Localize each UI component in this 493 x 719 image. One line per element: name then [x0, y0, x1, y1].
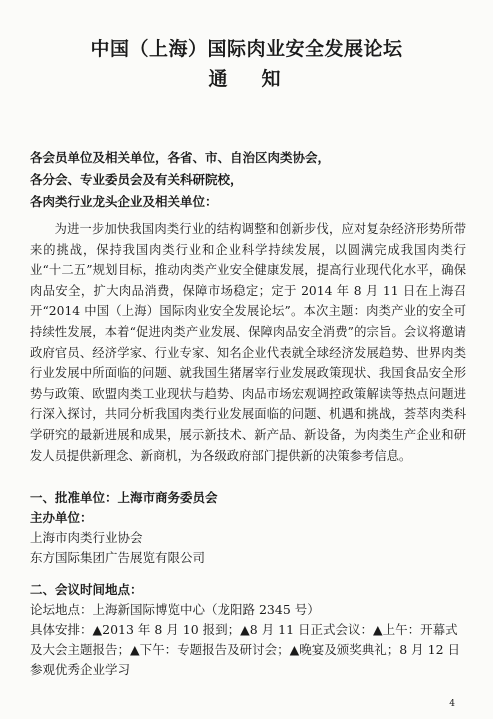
organizer-line: 上海市肉类行业协会: [30, 530, 143, 545]
document-title: 中国（上海）国际肉业安全发展论坛: [90, 38, 403, 60]
organizer-line: 东方国际集团广告展览有限公司: [30, 550, 206, 565]
section-time-venue: [30, 580, 470, 680]
addressee-line: 各会员单位及相关单位，各省、市、自治区肉类协会，: [30, 150, 331, 165]
venue-line: 论坛地点：上海新国际博览中心（龙阳路 2345 号）: [30, 602, 320, 617]
schedule-text: 具体安排：▲2013 年 8 月 10 报到；▲8 月 11 日正式会议：▲上午：开幕式及大会主题报告；▲下午：专题报告及研讨会；▲晚宴及颁奖典礼；8 月 12 日参观优秀企业学习: [30, 622, 461, 677]
section-approval: [30, 488, 470, 568]
addressee-line: 各肉类行业龙头企业及相关单位：: [30, 194, 218, 209]
addressee-line: 各分会、专业委员会及有关科研院校，: [30, 172, 243, 187]
addressee-block: [30, 147, 470, 213]
section-heading: 一、批准单位：上海市商务委员会: [30, 490, 218, 505]
page-number: 4: [449, 699, 455, 709]
body-paragraph: 为进一步加快我国肉类行业的结构调整和创新步伐，应对复杂经济形势所带来的挑战，保持我国肉类行业和企业科学持续发展，以圆满完成我国肉类行业“十二五”规划目标，推动肉类产业安全健康发展，提高行业现代化水平，确保肉品安全，扩大肉品消费，保障市场稳定；定于 2014 年 8 月 11 日在上海召开“2014 中国（上海）国际肉业安全发展论坛”。本次主题：肉类产业的安全可持续性发展，本着“促进肉类产业发展、保障肉品安全消费”的宗旨。会议将邀请政府官员、经济学家、行业专家、知名企业代表就全球经济发展趋势、世界肉类行业发展中所面临的问题、就我国生猪屠宰行业发展政策现状、我国食品安全形势与政策、欧盟肉类工业现状与趋势、肉品市场宏观调控政策解读等热点问题进行深入探讨，共同分析我国肉类行业发展面临的问题、机遇和挑战，荟萃肉类科学研究的最新进展和成果，展示新技术、新产品、新设备，为肉类生产企业和研发人员提供新理念、新商机，为各级政府部门提供新的决策参考信息。: [30, 222, 466, 463]
document-subtitle: 通知: [208, 68, 315, 90]
section-subheading: 主办单位：: [30, 510, 93, 525]
section-heading: 二、会议时间地点：: [30, 582, 143, 597]
